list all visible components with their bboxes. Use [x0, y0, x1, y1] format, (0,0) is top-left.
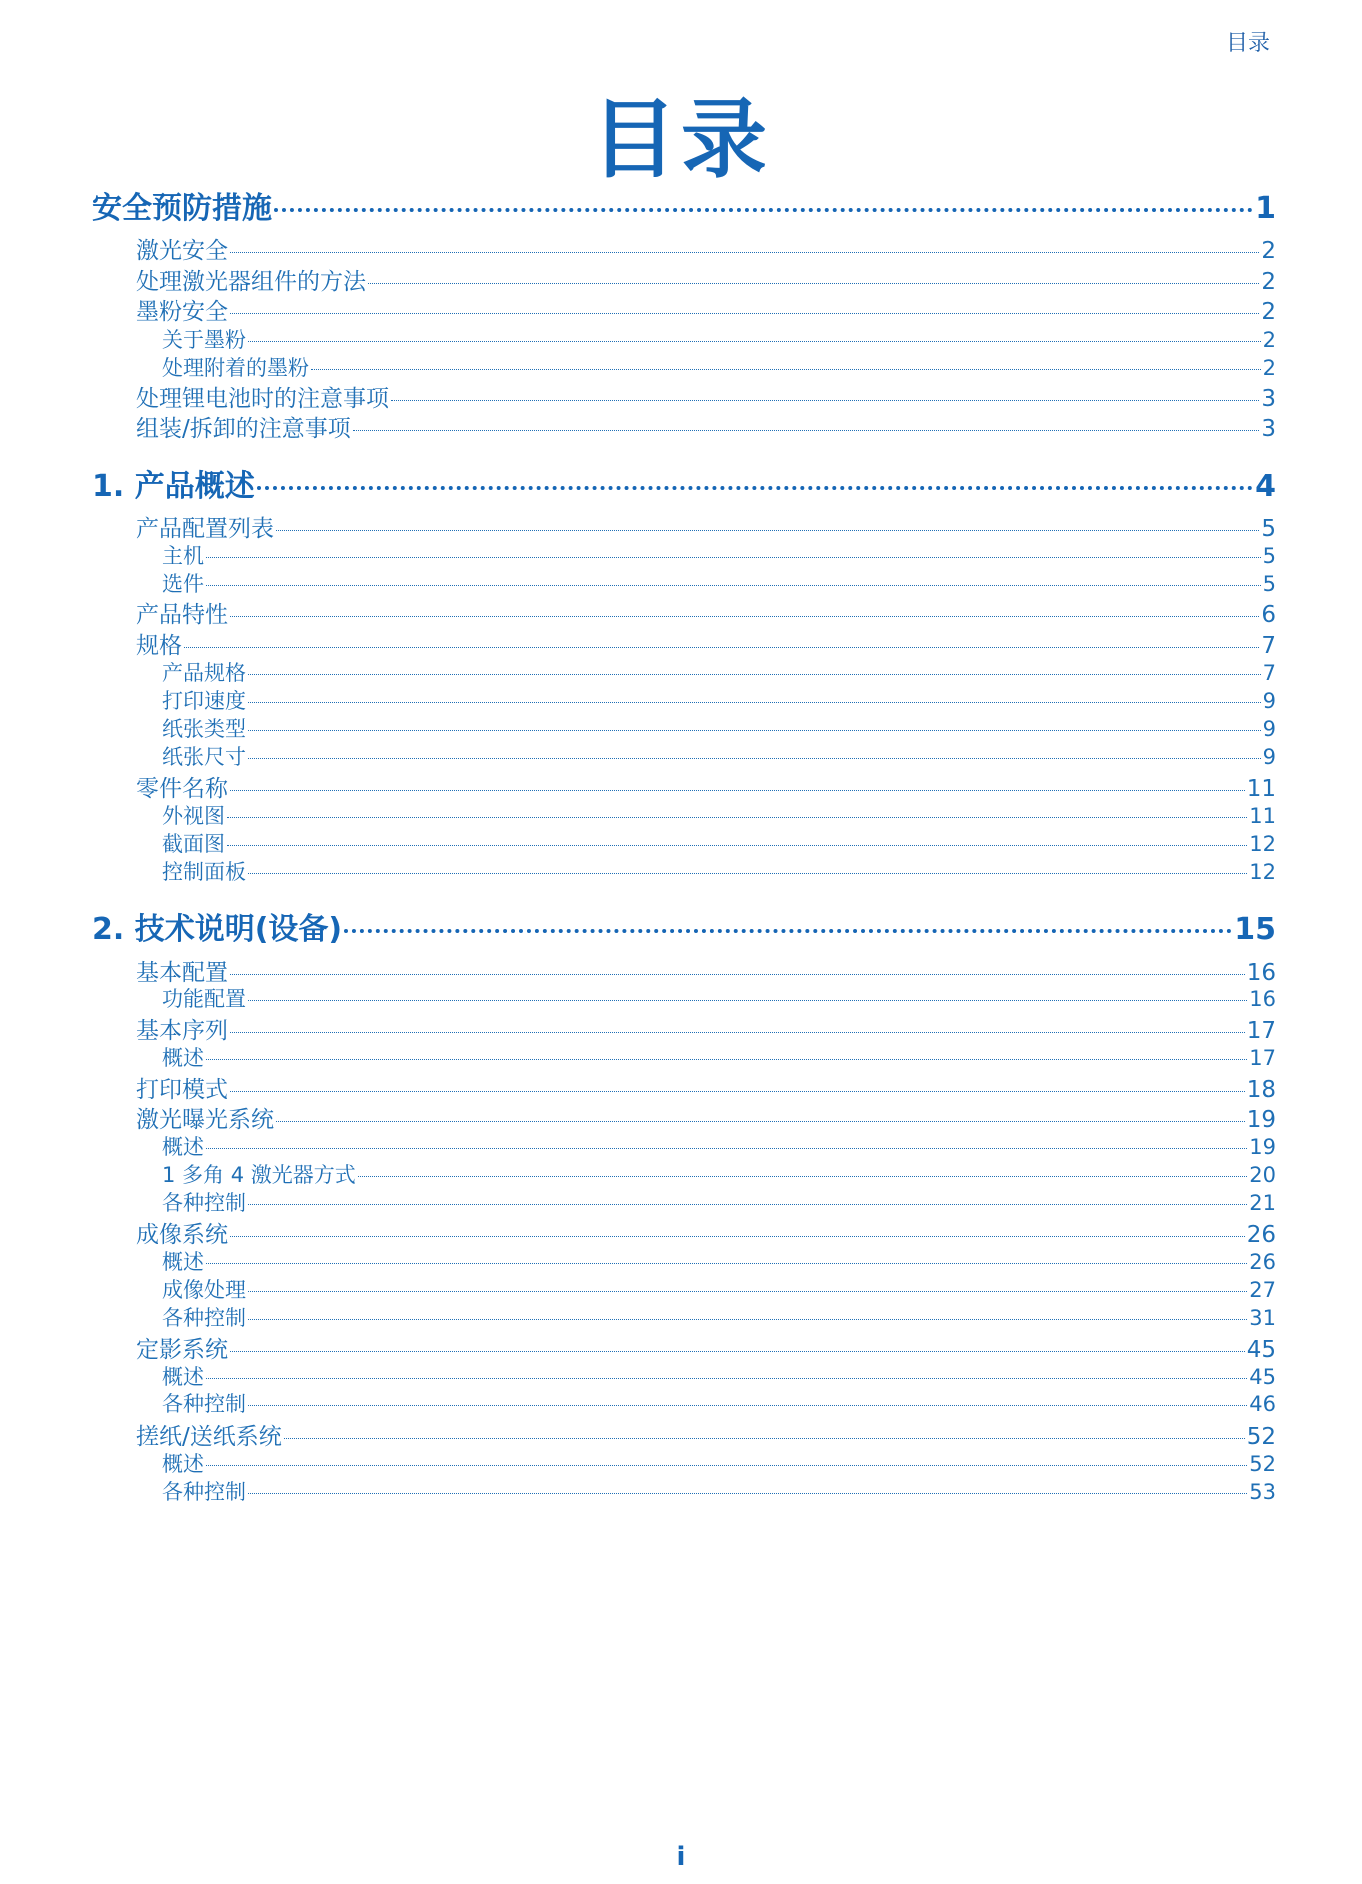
toc-entry-page: 18 [1246, 1077, 1276, 1103]
toc-entry-page: 1 [1255, 191, 1276, 226]
toc-entry-page: 19 [1246, 1107, 1276, 1133]
toc-entry-label: 各种控制 [162, 1191, 246, 1215]
toc-entry-page: 46 [1249, 1392, 1276, 1416]
dot-leader [230, 1351, 1245, 1352]
toc-subsection[interactable] [162, 685, 1276, 715]
toc-section[interactable] [136, 293, 1276, 326]
toc-entry-page: 52 [1249, 1452, 1276, 1476]
page-number: i [676, 1842, 686, 1872]
toc-subsection[interactable] [162, 1448, 1276, 1478]
dot-leader [230, 252, 1259, 253]
toc-entry-label: 各种控制 [162, 1306, 246, 1330]
toc-entry-label: 概述 [162, 1452, 204, 1476]
toc-subsection[interactable] [162, 540, 1276, 570]
dot-leader [248, 1493, 1247, 1494]
toc-entry-label: 各种控制 [162, 1480, 246, 1504]
dot-leader [230, 1032, 1245, 1033]
toc-entry-page: 31 [1249, 1306, 1276, 1330]
toc-entry-label: 关于墨粉 [162, 328, 246, 352]
toc-subsection[interactable] [162, 1131, 1276, 1161]
toc-entry-page: 3 [1261, 416, 1276, 442]
dot-leader [257, 486, 1253, 490]
toc-entry-page: 11 [1249, 804, 1276, 828]
toc-section[interactable] [136, 263, 1276, 296]
toc-entry-page: 7 [1262, 661, 1276, 685]
toc-subsection[interactable] [162, 1042, 1276, 1072]
toc-subsection[interactable] [162, 1476, 1276, 1506]
dot-leader [206, 1148, 1247, 1149]
dot-leader [230, 1091, 1245, 1092]
toc-section[interactable] [136, 770, 1276, 803]
toc-section[interactable] [136, 1012, 1276, 1045]
toc-entry-page: 12 [1249, 832, 1276, 856]
dot-leader [230, 1236, 1245, 1237]
toc-entry-label: 纸张类型 [162, 717, 246, 741]
toc-entry-page: 12 [1249, 860, 1276, 884]
toc-section[interactable] [136, 510, 1276, 543]
toc-entry-label: 成像系统 [136, 1222, 228, 1248]
dot-leader [248, 730, 1261, 731]
toc-entry-page: 15 [1234, 912, 1276, 947]
toc-section[interactable] [136, 1101, 1276, 1134]
toc-section[interactable] [136, 1216, 1276, 1249]
toc-subsection[interactable] [162, 828, 1276, 858]
dot-leader [248, 674, 1261, 675]
dot-leader [248, 758, 1261, 759]
toc-entry-page: 19 [1249, 1135, 1276, 1159]
dot-leader [206, 1465, 1247, 1466]
toc-entry-label: 成像处理 [162, 1278, 246, 1302]
toc-section[interactable] [136, 1418, 1276, 1451]
dot-leader [248, 1319, 1247, 1320]
toc-entry-page: 11 [1246, 776, 1276, 802]
toc-entry-label: 功能配置 [162, 987, 246, 1011]
toc-entry-label: 外视图 [162, 804, 225, 828]
dot-leader [276, 530, 1259, 531]
toc-entry-label: 产品规格 [162, 661, 246, 685]
toc-entry-label: 处理锂电池时的注意事项 [136, 386, 389, 412]
toc-entry-label: 概述 [162, 1046, 204, 1070]
toc-entry-label: 打印速度 [162, 689, 246, 713]
toc-entry-page: 2 [1261, 299, 1276, 325]
toc-entry-page: 16 [1249, 987, 1276, 1011]
toc-entry-label: 打印模式 [136, 1077, 228, 1103]
dot-leader [311, 369, 1261, 370]
toc-entry-label: 处理附着的墨粉 [162, 356, 309, 380]
toc-entry-page: 45 [1249, 1365, 1276, 1389]
dot-leader [206, 1263, 1247, 1264]
dot-leader [184, 647, 1259, 648]
toc-subsection[interactable] [162, 983, 1276, 1013]
dot-leader [206, 1378, 1247, 1379]
toc-subsection[interactable] [162, 741, 1276, 771]
toc-subsection[interactable] [162, 1361, 1276, 1391]
toc-entry-page: 17 [1249, 1046, 1276, 1070]
toc-entry-label: 纸张尺寸 [162, 745, 246, 769]
dot-leader [230, 616, 1259, 617]
toc-entry-label: 零件名称 [136, 776, 228, 802]
toc-entry-page: 7 [1261, 633, 1276, 659]
dot-leader [206, 557, 1261, 558]
toc-entry-page: 5 [1262, 544, 1276, 568]
dot-leader [248, 873, 1247, 874]
dot-leader [248, 1000, 1247, 1001]
dot-leader [248, 1291, 1247, 1292]
dot-leader [391, 400, 1259, 401]
dot-leader [230, 313, 1259, 314]
toc-entry-label: 规格 [136, 633, 182, 659]
toc-entry-label: 产品配置列表 [136, 516, 274, 542]
toc-entry-label: 1 多角 4 激光器方式 [162, 1163, 356, 1187]
toc-subsection[interactable] [162, 1388, 1276, 1418]
toc-entry-label: 激光曝光系统 [136, 1107, 274, 1133]
toc-entry-label: 产品特性 [136, 602, 228, 628]
toc-subsection[interactable] [162, 568, 1276, 598]
dot-leader [276, 1121, 1245, 1122]
toc-chapter[interactable] [92, 904, 1276, 948]
toc-section[interactable] [136, 627, 1276, 660]
dot-leader [206, 585, 1261, 586]
toc-entry-label: 选件 [162, 572, 204, 596]
toc-subsection[interactable] [162, 1302, 1276, 1332]
toc-entry-page: 5 [1261, 516, 1276, 542]
toc-entry-label: 概述 [162, 1250, 204, 1274]
toc-entry-page: 26 [1246, 1222, 1276, 1248]
dot-leader [230, 974, 1245, 975]
toc-subsection[interactable] [162, 324, 1276, 354]
toc-entry-label: 基本序列 [136, 1018, 228, 1044]
toc-chapter[interactable] [92, 183, 1276, 227]
toc-subsection[interactable] [162, 856, 1276, 886]
toc-entry-label: 墨粉安全 [136, 299, 228, 325]
toc-entry-page: 2 [1262, 356, 1276, 380]
toc-entry-page: 6 [1261, 602, 1276, 628]
toc-entry-page: 53 [1249, 1480, 1276, 1504]
toc-section[interactable] [136, 410, 1276, 443]
dot-leader [358, 1176, 1248, 1177]
toc-entry-page: 17 [1246, 1018, 1276, 1044]
toc-entry-label: 定影系统 [136, 1337, 228, 1363]
toc-subsection[interactable] [162, 657, 1276, 687]
toc-entry-label: 主机 [162, 544, 204, 568]
toc-entry-label: 1. 产品概述 [92, 469, 255, 504]
toc-entry-page: 9 [1262, 745, 1276, 769]
toc-entry-label: 安全预防措施 [92, 191, 272, 226]
dot-leader [353, 430, 1260, 431]
toc-entry-page: 4 [1255, 469, 1276, 504]
dot-leader [248, 341, 1261, 342]
dot-leader [248, 702, 1261, 703]
toc-section[interactable] [136, 1331, 1276, 1364]
toc-entry-label: 基本配置 [136, 960, 228, 986]
toc-entry-label: 组装/拆卸的注意事项 [136, 416, 351, 442]
dot-leader [248, 1204, 1247, 1205]
toc-entry-page: 21 [1249, 1191, 1276, 1215]
toc-subsection[interactable] [162, 1274, 1276, 1304]
dot-leader [284, 1438, 1245, 1439]
toc-entry-page: 2 [1261, 238, 1276, 264]
toc-subsection[interactable] [162, 1246, 1276, 1276]
toc-subsection[interactable] [162, 352, 1276, 382]
toc-entry-label: 激光安全 [136, 238, 228, 264]
toc-entry-label: 各种控制 [162, 1392, 246, 1416]
toc-subsection[interactable] [162, 800, 1276, 830]
toc-section[interactable] [136, 1071, 1276, 1104]
dot-leader [368, 283, 1259, 284]
toc-entry-label: 2. 技术说明(设备) [92, 912, 343, 947]
toc-entry-label: 处理激光器组件的方法 [136, 269, 366, 295]
toc-entry-page: 26 [1249, 1250, 1276, 1274]
toc-entry-page: 2 [1261, 269, 1276, 295]
toc-section[interactable] [136, 596, 1276, 629]
toc-entry-page: 20 [1249, 1163, 1276, 1187]
toc-subsection[interactable] [162, 1159, 1276, 1189]
toc-entry-label: 控制面板 [162, 860, 246, 884]
toc-chapter[interactable] [92, 461, 1276, 505]
toc-entry-label: 搓纸/送纸系统 [136, 1424, 282, 1450]
toc-section[interactable] [136, 232, 1276, 265]
toc-entry-page: 2 [1262, 328, 1276, 352]
toc-entry-label: 概述 [162, 1365, 204, 1389]
toc-entry-page: 3 [1261, 386, 1276, 412]
running-header: 目录 [1225, 31, 1270, 56]
dot-leader [227, 845, 1247, 846]
toc-subsection[interactable] [162, 1187, 1276, 1217]
toc-subsection[interactable] [162, 713, 1276, 743]
toc-entry-label: 概述 [162, 1135, 204, 1159]
dot-leader [248, 1405, 1247, 1406]
toc-entry-label: 截面图 [162, 832, 225, 856]
toc-entry-page: 52 [1246, 1424, 1276, 1450]
page-title: 目录 [591, 90, 771, 190]
toc-entry-page: 27 [1249, 1278, 1276, 1302]
dot-leader [274, 208, 1253, 212]
dot-leader [344, 929, 1232, 933]
toc-entry-page: 9 [1262, 717, 1276, 741]
dot-leader [206, 1059, 1247, 1060]
dot-leader [227, 817, 1247, 818]
toc-entry-page: 45 [1246, 1337, 1276, 1363]
dot-leader [230, 790, 1245, 791]
toc-entry-page: 9 [1262, 689, 1276, 713]
toc-entry-page: 5 [1262, 572, 1276, 596]
toc-entry-page: 16 [1246, 960, 1276, 986]
toc-section[interactable] [136, 380, 1276, 413]
